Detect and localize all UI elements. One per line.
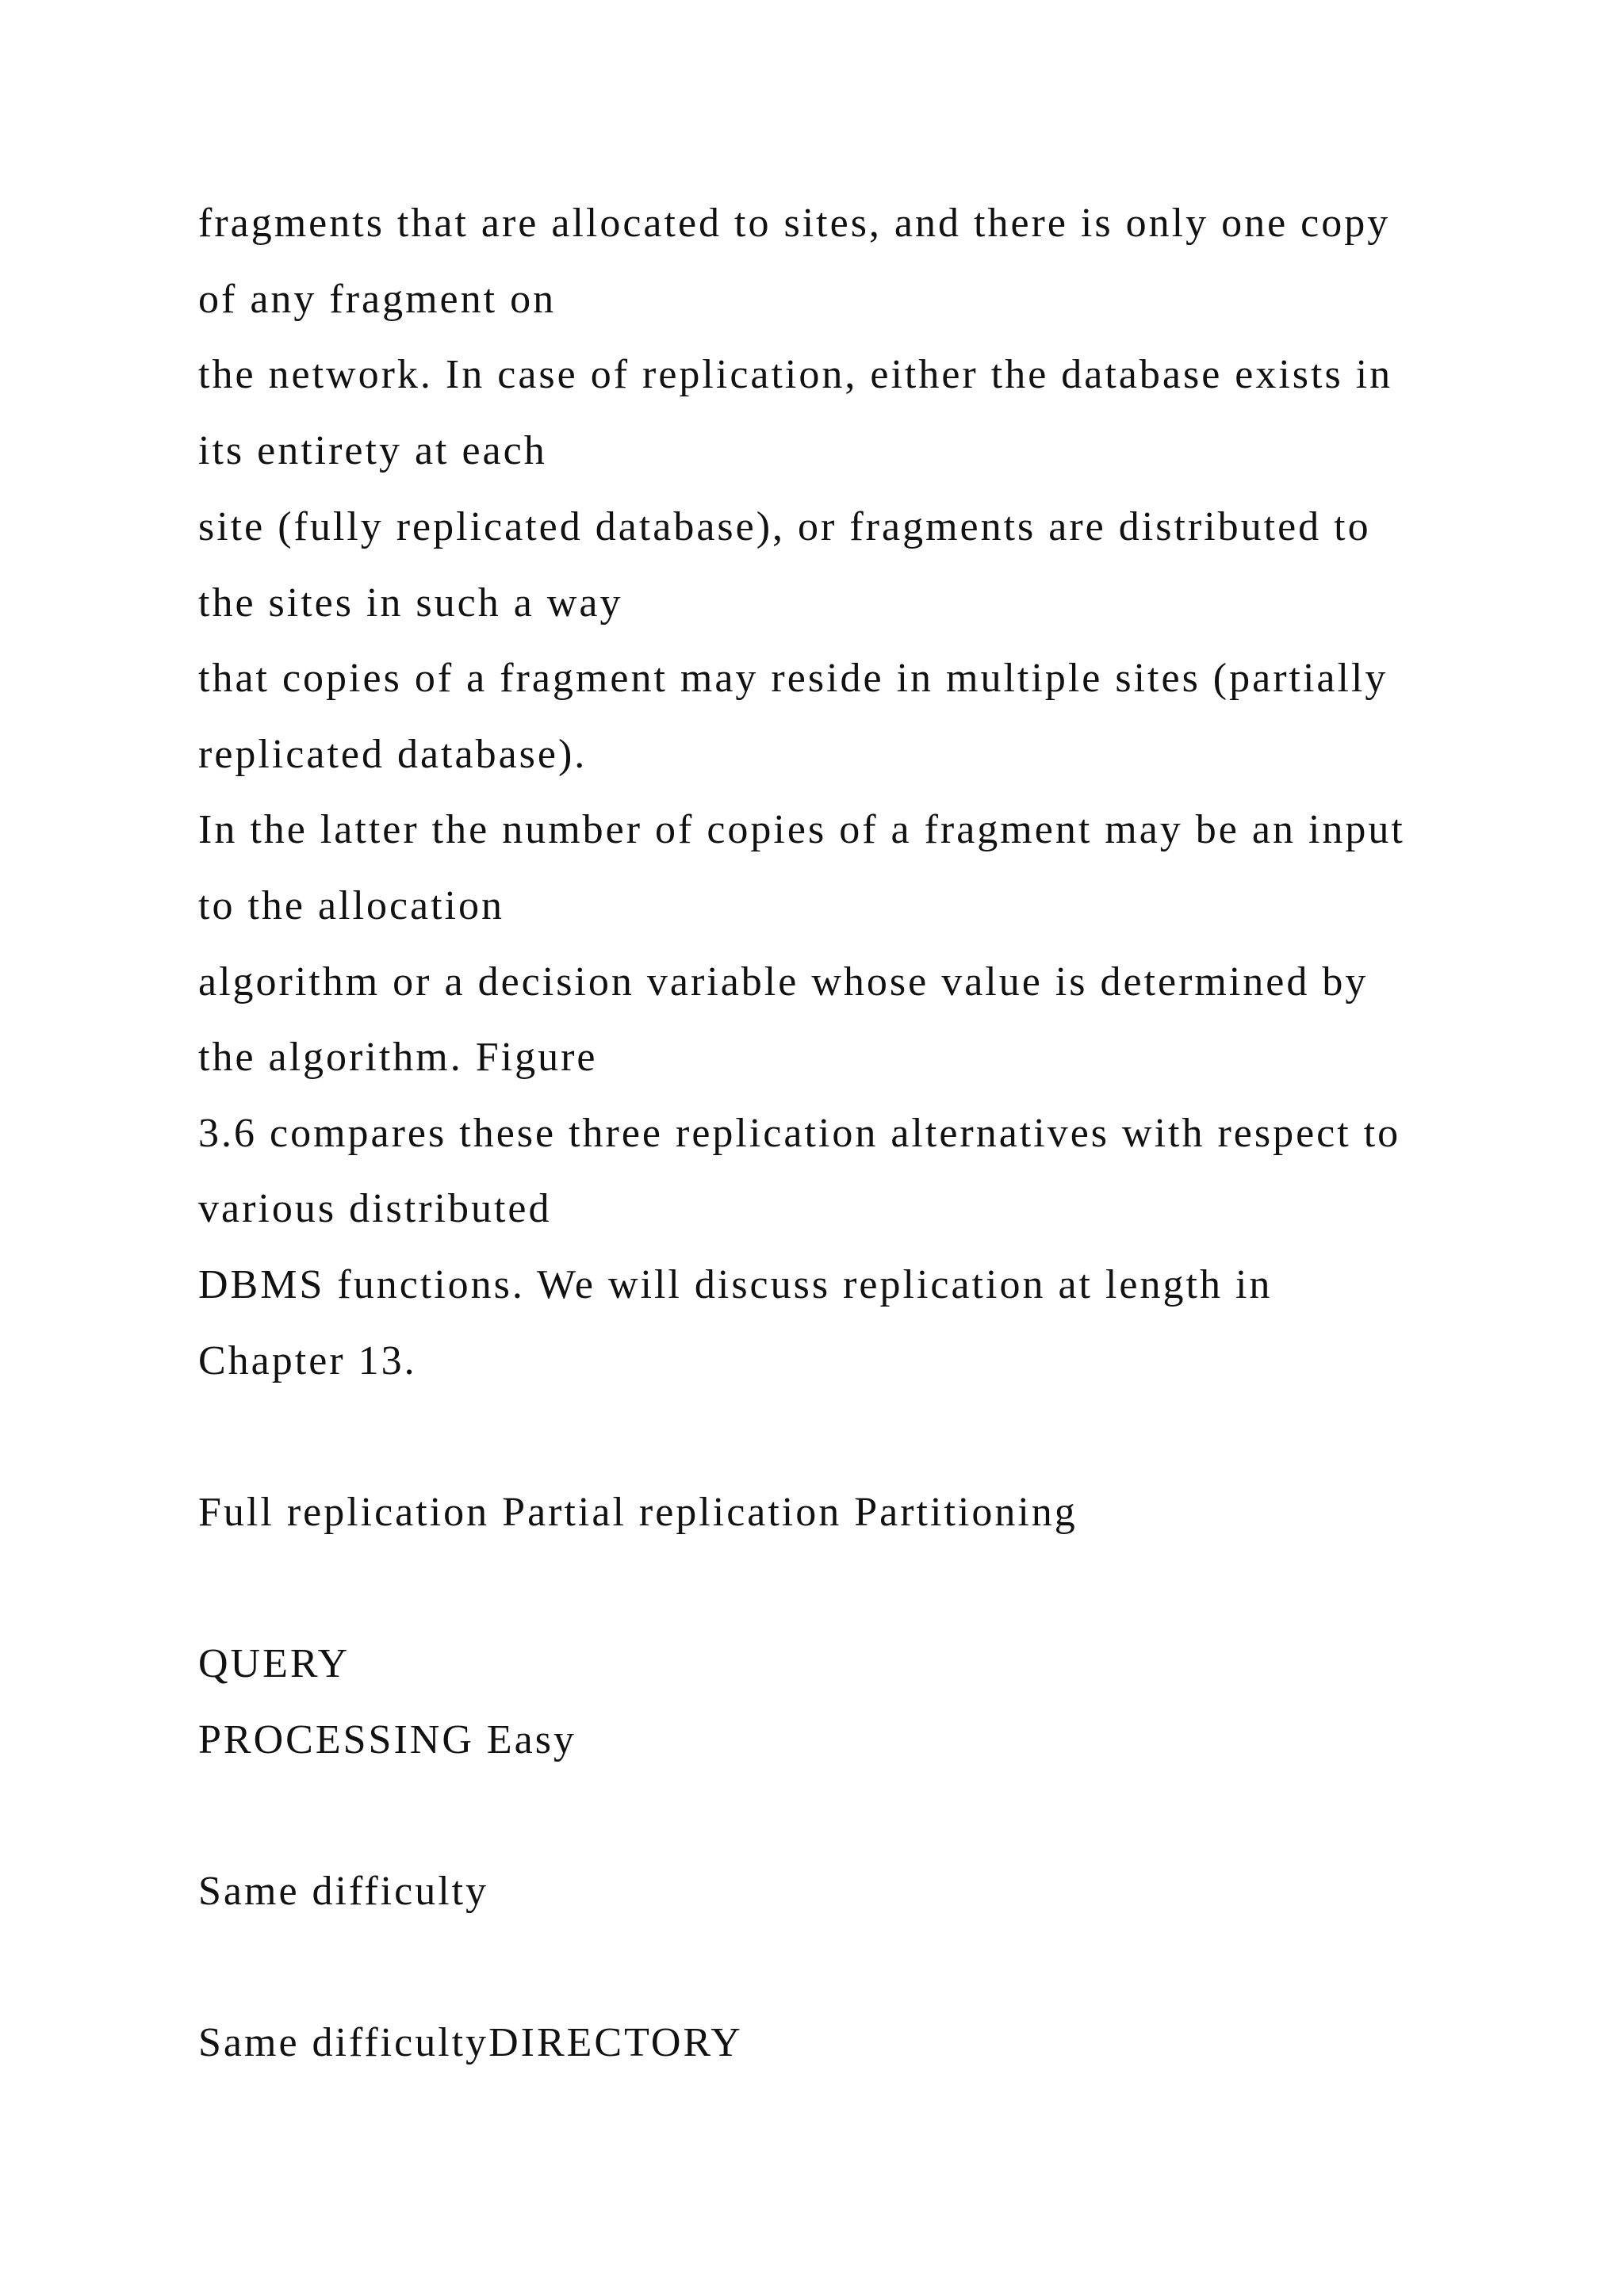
text-line: of any fragment on bbox=[198, 277, 557, 322]
text-line: the sites in such a way bbox=[198, 580, 623, 626]
table-header-row: Full replication Partial replication Partitioning bbox=[198, 1490, 1078, 1535]
text-line: Chapter 13. bbox=[198, 1338, 417, 1383]
table-cell: Same difficulty bbox=[198, 1869, 489, 1914]
table-row-label: QUERY bbox=[198, 1641, 350, 1686]
text-line: algorithm or a decision variable whose value is determined by bbox=[198, 959, 1369, 1004]
text-line: DBMS functions. We will discuss replication at length in bbox=[198, 1262, 1273, 1307]
table-cell: Same difficultyDIRECTORY bbox=[198, 2020, 743, 2065]
text-line: In the latter the number of copies of a fragment may be an input bbox=[198, 807, 1405, 852]
text-line: site (fully replicated database), or fragments are distributed to bbox=[198, 504, 1371, 549]
table-row-label: PROCESSING Easy bbox=[198, 1717, 576, 1762]
text-line: various distributed bbox=[198, 1186, 552, 1231]
text-line: the algorithm. Figure bbox=[198, 1035, 598, 1080]
text-line: 3.6 compares these three replication alternatives with respect to bbox=[198, 1111, 1401, 1156]
text-line: its entirety at each bbox=[198, 428, 547, 473]
text-line: fragments that are allocated to sites, and there is only one copy bbox=[198, 201, 1391, 246]
text-line: to the allocation bbox=[198, 883, 505, 928]
text-line: that copies of a fragment may reside in multiple sites (partially bbox=[198, 656, 1388, 701]
text-line: replicated database). bbox=[198, 732, 588, 777]
text-line: the network. In case of replication, either the database exists in bbox=[198, 352, 1393, 397]
